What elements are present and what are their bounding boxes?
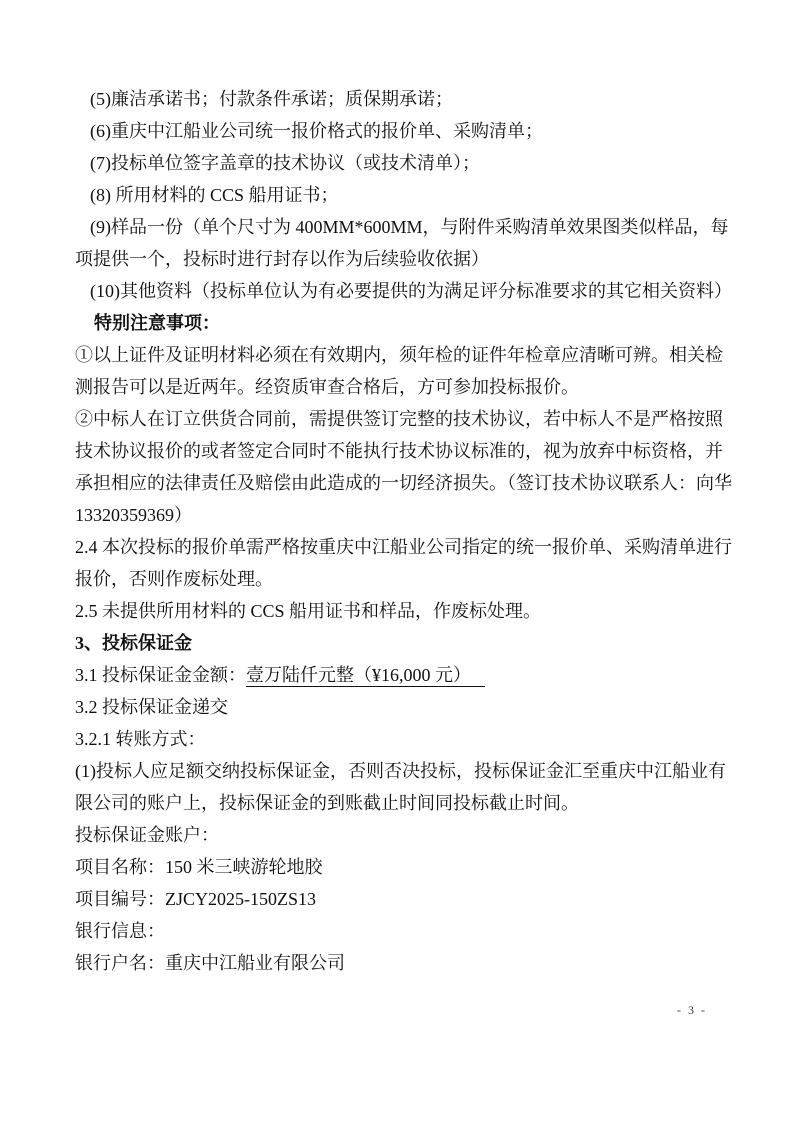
special-note-1 [75, 339, 735, 403]
special-note-2 [75, 403, 735, 531]
text-segment: (5)廉洁承诺书；付款条件承诺；质保期承诺； [90, 89, 453, 109]
text-segment: 银行信息： [75, 921, 165, 941]
text-segment: ②中标人在订立供货合同前，需提供签订完整的技术协议，若中标人不是严格按照技术协议报价的或者签定合同时不能执行技术协议标准的，视为放弃中标资格，并承担相应的法律责任及赔偿由此造成的一切经济损失。（签订技术协议联系人：向华 13320359369） [75, 409, 732, 525]
clause-2-5 [75, 595, 735, 627]
bank-account-name [75, 947, 735, 979]
text-segment: 投标保证金账户： [75, 825, 219, 845]
text-segment: ①以上证件及证明材料必须在有效期内，须年检的证件年检章应清晰可辨。相关检测报告可以是近两年。经资质审查合格后，方可参加投标报价。 [75, 345, 723, 397]
text-segment: 特别注意事项： [94, 313, 220, 333]
text-segment: 项目名称：150 米三峡游轮地胶 [75, 857, 323, 877]
text-segment: (1)投标人应足额交纳投标保证金，否则否决投标，投标保证金汇至重庆中江船业有限公司的账户上，投标保证金的到账截止时间同投标截止时间。 [75, 761, 726, 813]
text-segment: (9)样品一份（单个尺寸为 400MM*600MM，与附件采购清单效果图类似样品，每项提供一个，投标时进行封存以作为后续验收依据） [75, 217, 729, 269]
text-segment: (10)其他资料（投标单位认为有必要提供的为满足评分标准要求的其它相关资料） [90, 281, 732, 301]
project-name [75, 851, 735, 883]
text-segment: 3.2 投标保证金递交 [75, 697, 228, 717]
special-note-heading [75, 307, 735, 339]
text-segment: (6)重庆中江船业公司统一报价格式的报价单、采购清单； [90, 121, 543, 141]
text-segment: 2.5 未提供所用材料的 CCS 船用证书和样品，作废标处理。 [75, 601, 542, 621]
text-segment: 3、投标保证金 [75, 633, 192, 653]
item-7 [75, 147, 735, 179]
text-segment: 3.1 投标保证金金额： [75, 665, 246, 685]
text-segment: 项目编号：ZJCY2025-150ZS13 [75, 889, 317, 909]
bank-info-label [75, 915, 735, 947]
item-5 [75, 83, 735, 115]
document-body [75, 83, 735, 979]
item-10 [75, 275, 735, 307]
text-segment: (8) 所用材料的 CCS 船用证书； [90, 185, 339, 205]
clause-3-2-1 [75, 723, 735, 755]
clause-3-1 [75, 659, 735, 691]
deposit-account-label [75, 819, 735, 851]
text-segment: 银行户名：重庆中江船业有限公司 [75, 953, 345, 973]
text-segment: 2.4 本次投标的报价单需严格按重庆中江船业公司指定的统一报价单、采购清单进行报价，否则作废标处理。 [75, 537, 732, 589]
text-segment: (7)投标单位签字盖章的技术协议（或技术清单）； [90, 153, 480, 173]
text-segment: 3.2.1 转账方式： [75, 729, 206, 749]
underlined-amount: 壹万陆仟元整（¥16,000 元） [246, 665, 485, 687]
clause-2-4 [75, 531, 735, 595]
item-9 [75, 211, 735, 275]
section-3-heading [75, 627, 735, 659]
project-number [75, 883, 735, 915]
transfer-note-1 [75, 755, 735, 819]
clause-3-2 [75, 691, 735, 723]
item-6 [75, 115, 735, 147]
page-number: - 3 - [677, 1003, 707, 1017]
item-8 [75, 179, 735, 211]
